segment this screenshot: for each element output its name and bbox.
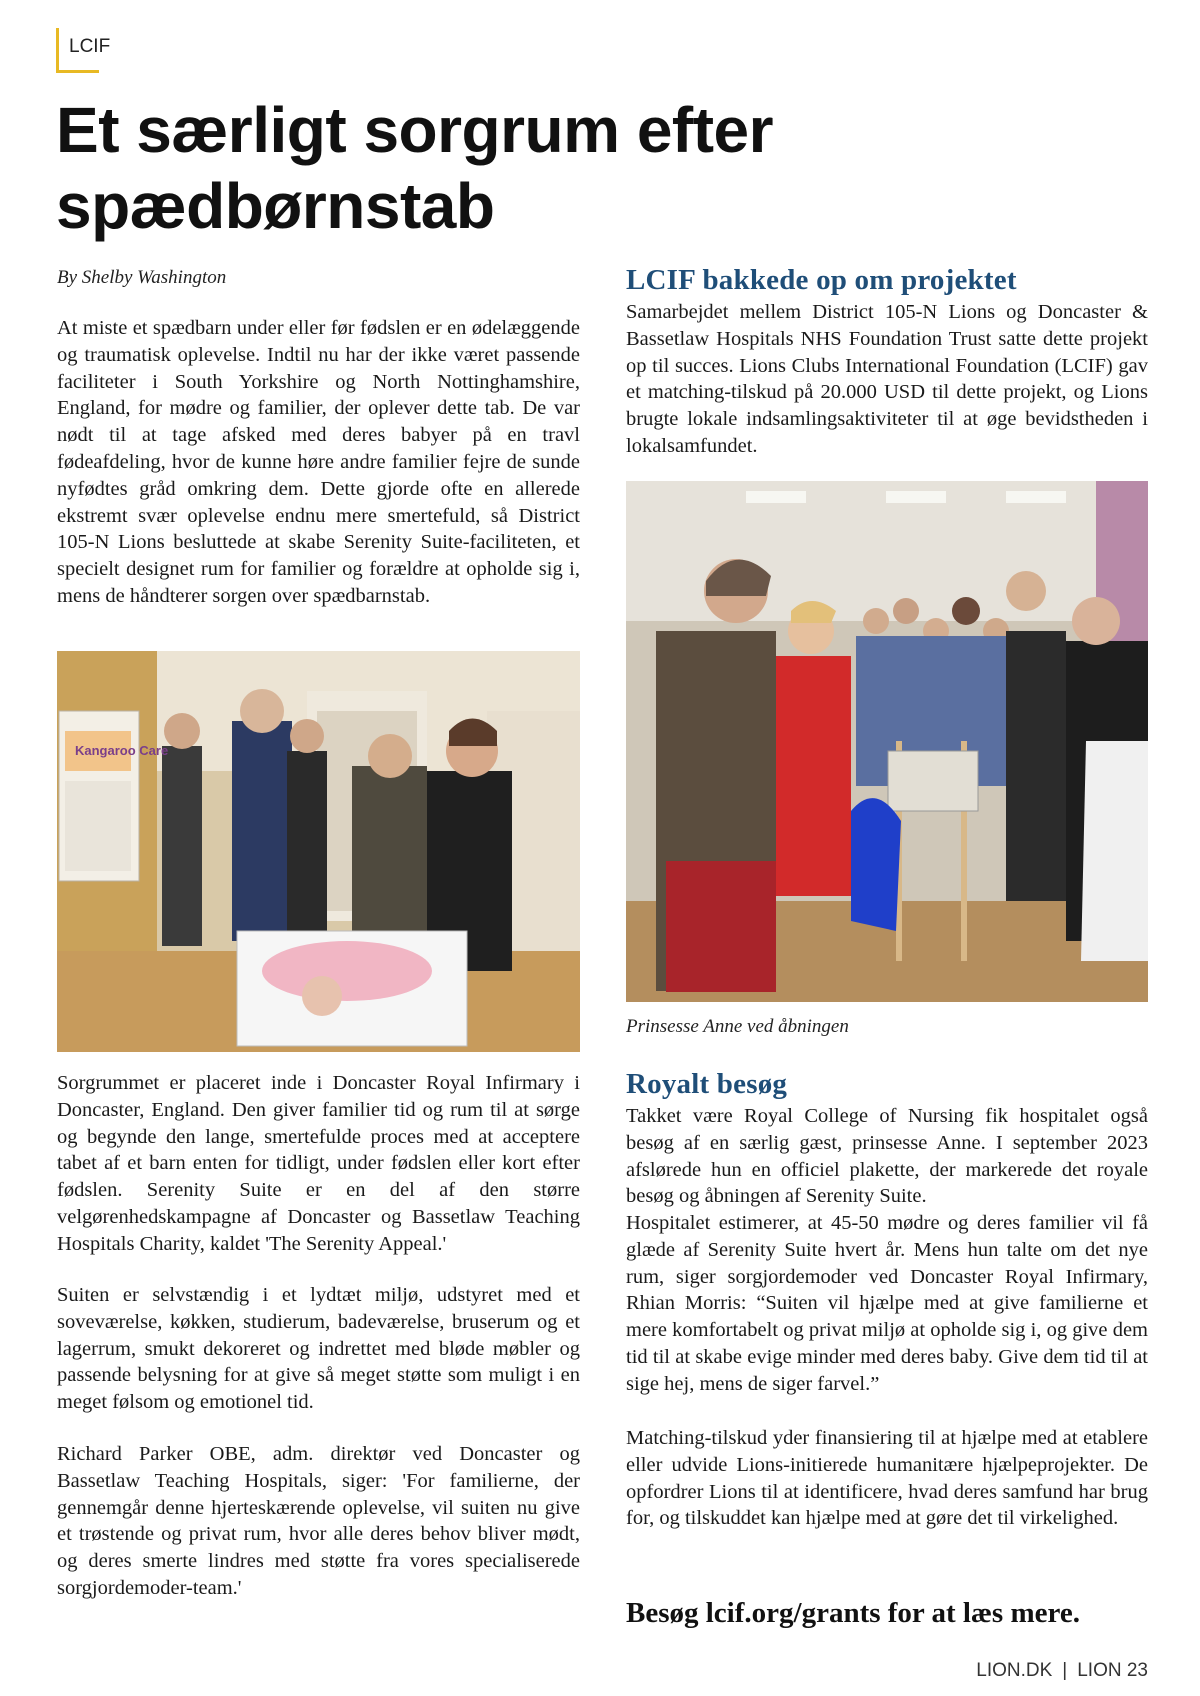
photo-caption: Prinsesse Anne ved åbningen (626, 1016, 849, 1037)
royal-paragraph-2: Hospitalet estimerer, at 45-50 mødre og deres familier vil få glæde af Serenity Suite hvert år. Mens hun talte om det nye rum, siger sorgjordemoder ved Doncaster Royal Infirmary, Rhian Morris: “Suiten vil hjælpe med at give familierne et mere komfortabelt og privat miljø at opholde sig i, og give dem tid til at skabe evige minder med deres baby. Give dem tid til at sige hej, mens de siger farvel.” (626, 1212, 1148, 1395)
photo-hospital-visit (57, 651, 580, 1052)
closing-paragraph: Matching-tilskud yder finansiering til at hjælpe med at etablere eller udvide Lions-initierede humanitære hjælpeprojekter. De opfordrer Lions til at identificere, hvad deres samfund har brug for, og tilskuddet kan hjælpe med at gøre det til virkelighed. (626, 1427, 1148, 1530)
kangaroo-care-sign: Kangaroo Care (75, 743, 169, 758)
photo-hospital-visit-illustration (57, 651, 580, 1052)
section-tag (56, 28, 111, 73)
photo-princess-unveiling (626, 481, 1148, 1002)
footer-page: LION 23 (1077, 1660, 1148, 1681)
footer-separator: | (1062, 1660, 1068, 1681)
section-tag-label: LCIF (69, 36, 111, 57)
body-paragraph-3: Richard Parker OBE, adm. direktør ved Doncaster og Bassetlaw Teaching Hospitals, siger: 'For familierne, der gennemgår denne hjerteskærende oplevelse, vil suiten nu give et trøstende og privat rum, hvor alle deres behov bliver mødt, og deres smerte lindres med støtte fra vores specialiserede sorgjordemoder-team.' (57, 1443, 580, 1599)
lcif-paragraph: Samarbejdet mellem District 105-N Lions og Doncaster & Bassetlaw Hospitals NHS Foundation Trust satte dette projekt op til succes. Lions Clubs International Foundation (LCIF) gav et matching-tilskud på 20.000 USD til dette projekt, og Lions brugte lokale indsamlingsaktiviteter til at øge bevidstheden i lokalsamfundet. (626, 301, 1148, 457)
grants-cta: Besøg lcif.org/grants for at læs mere. (626, 1597, 1080, 1629)
footer-site: LION.DK (976, 1660, 1053, 1681)
body-paragraph-1: Sorgrummet er placeret inde i Doncaster Royal Infirmary i Doncaster, England. Den giver familier tid og rum til at sørge og begynde den lange, smertefulde proces med at acceptere tabet af et barn enten for tidligt, under fødslen eller kort efter fødslen. Serenity Suite er en del af den større velgørenhedskampagne af Doncaster og Bassetlaw Teaching Hospitals Charity, kaldet 'The Serenity Appeal.' (57, 1072, 580, 1255)
byline: By Shelby Washington (57, 267, 227, 288)
page-footer (976, 1660, 1148, 1682)
body-paragraph-2: Suiten er selvstændig i et lydtæt miljø, udstyret med et soveværelse, køkken, studierum, badeværelse, bruserum og et lagerrum, smukt dekoreret og indrettet med bløde møbler og passende belysning for at give så meget støtte som muligt i en meget følsom og emotionel tid. (57, 1284, 580, 1414)
photo-princess-unveiling-illustration (626, 481, 1148, 1002)
lcif-heading: LCIF bakkede op om projektet (626, 264, 1017, 296)
article-headline: Et særligt sorgrum efter spædbørnstab (56, 94, 774, 242)
intro-paragraph: At miste et spædbarn under eller før fødslen er en ødelæggende og traumatisk oplevelse. Indtil nu har der ikke været passende faciliteter i South Yorkshire og North Nottinghamshire, England, for mødre og familier, der oplever dette tab. De var nødt til at tage afsked med deres babyer på en travl fødeafdeling, hvor de kunne høre andre familier fejre de sunde nyfødtes gråd omkring dem. Dette gjorde ofte en allerede ekstremt svær oplevelse endnu mere smertefuld, så District 105-N Lions besluttede at skabe Serenity Suite-faciliteten, et specielt designet rum for familier og forældre at opholde sig i, mens de håndterer sorgen over spædbarnstab. (57, 317, 580, 607)
royal-paragraph-1: Takket være Royal College of Nursing fik hospitalet også besøg af en særlig gæst, prinsesse Anne. I september 2023 afslørede hun en officiel plakette, der markerede det royale besøg og åbningen af Serenity Suite. (626, 1105, 1148, 1208)
royal-visit-heading: Royalt besøg (626, 1068, 788, 1100)
